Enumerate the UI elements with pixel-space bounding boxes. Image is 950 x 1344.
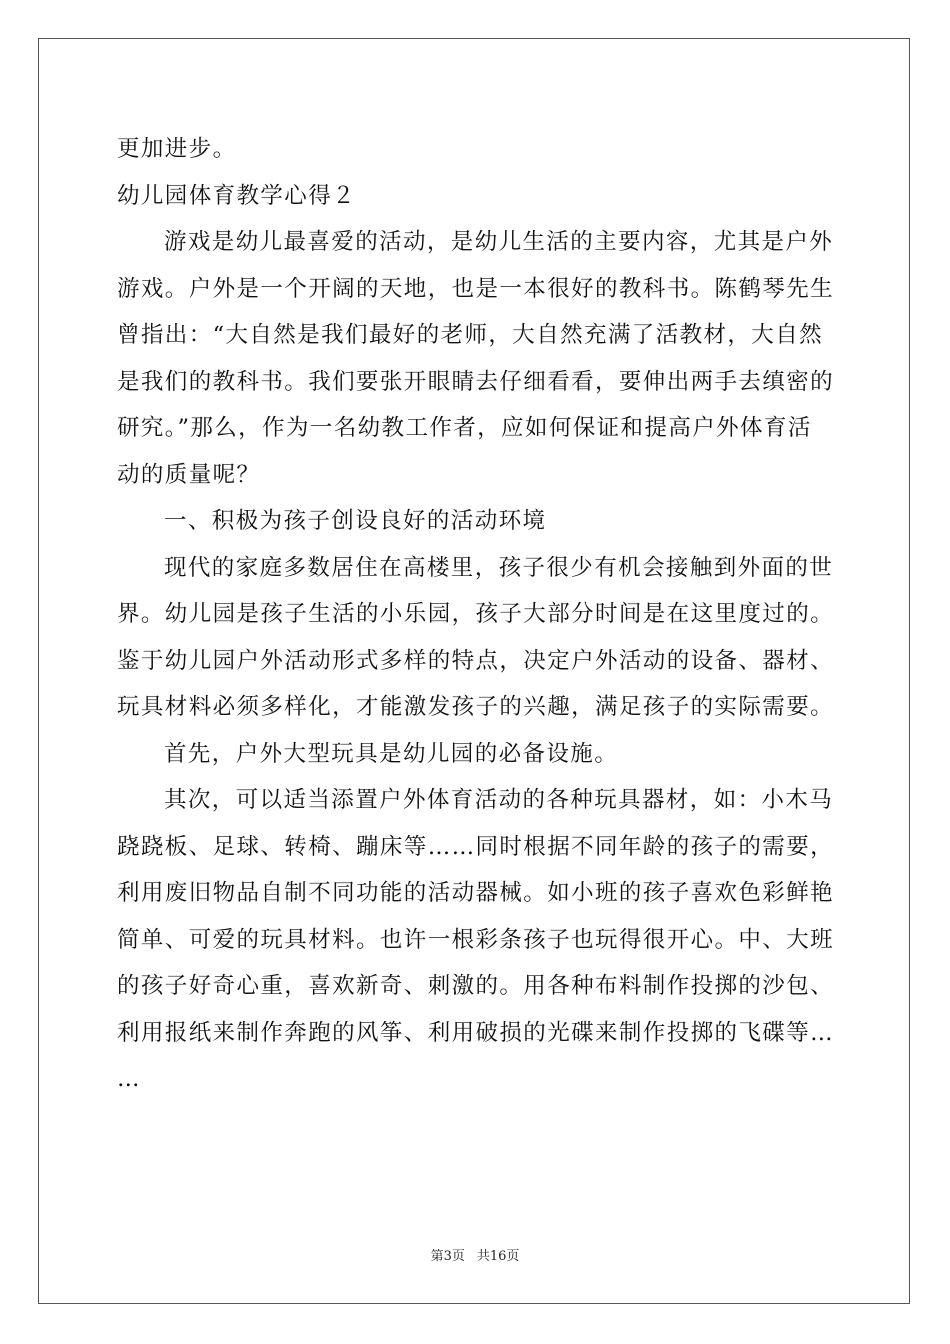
text-line: 玩具材料必须多样化，才能激发孩子的兴趣，满足孩子的实际需要。 bbox=[117, 694, 835, 720]
subsection-heading: 一、积极为孩子创设良好的活动环境 bbox=[164, 508, 547, 534]
text-line: 游戏是幼儿最喜爱的活动，是幼儿生活的主要内容，尤其是户外 bbox=[164, 229, 834, 255]
text-line: 跷跷板、足球、转椅、蹦床等……同时根据不同年龄的孩子的需要， bbox=[117, 833, 835, 860]
text-line: 现代的家庭多数居住在高楼里，孩子很少有机会接触到外面的世 bbox=[164, 554, 834, 581]
text-line: 是我们的教科书。我们要张开眼睛去仔细看看，要伸出两手去缜密的 bbox=[117, 368, 835, 395]
text-line: 利用报纸来制作奔跑的风筝、利用破损的光碟来制作投掷的飞碟等… bbox=[117, 1019, 835, 1046]
text-line: 更加进步。 bbox=[117, 136, 237, 162]
page-total: 共16页 bbox=[476, 1249, 520, 1264]
text-line: 游戏。户外是一个开阔的天地，也是一本很好的教科书。陈鹤琴先生 bbox=[117, 275, 835, 302]
text-line: 鉴于幼儿园户外活动形式多样的特点，决定户外活动的设备、器材、 bbox=[117, 647, 835, 674]
text-line: 界。幼儿园是孩子生活的小乐园，孩子大部分时间是在这里度过的。 bbox=[117, 601, 835, 627]
text-line: 利用废旧物品自制不同功能的活动器械。如小班的孩子喜欢色彩鲜艳 bbox=[117, 880, 835, 906]
text-line: 研究。”那么，作为一名幼教工作者，应如何保证和提高户外体育活 bbox=[117, 415, 812, 441]
text-line: … bbox=[117, 1066, 141, 1092]
section-heading: 幼儿园体育教学心得２ bbox=[117, 182, 357, 209]
page-number: 第3页 bbox=[430, 1249, 465, 1264]
text-line: 首先，户外大型玩具是幼儿园的必备设施。 bbox=[164, 740, 619, 767]
text-line: 简单、可爱的玩具材料。也许一根彩条孩子也玩得很开心。中、大班 bbox=[117, 926, 835, 953]
document-body bbox=[117, 126, 835, 1103]
page-footer bbox=[0, 1248, 950, 1266]
text-line: 曾指出：“大自然是我们最好的老师，大自然充满了活教材，大自然 bbox=[117, 322, 824, 348]
text-line: 其次，可以适当添置户外体育活动的各种玩具器材，如：小木马 bbox=[164, 787, 834, 813]
text-line: 的孩子好奇心重，喜欢新奇、刺激的。用各种布料制作投掷的沙包、 bbox=[117, 973, 835, 999]
text-line: 动的质量呢？ bbox=[117, 461, 261, 488]
